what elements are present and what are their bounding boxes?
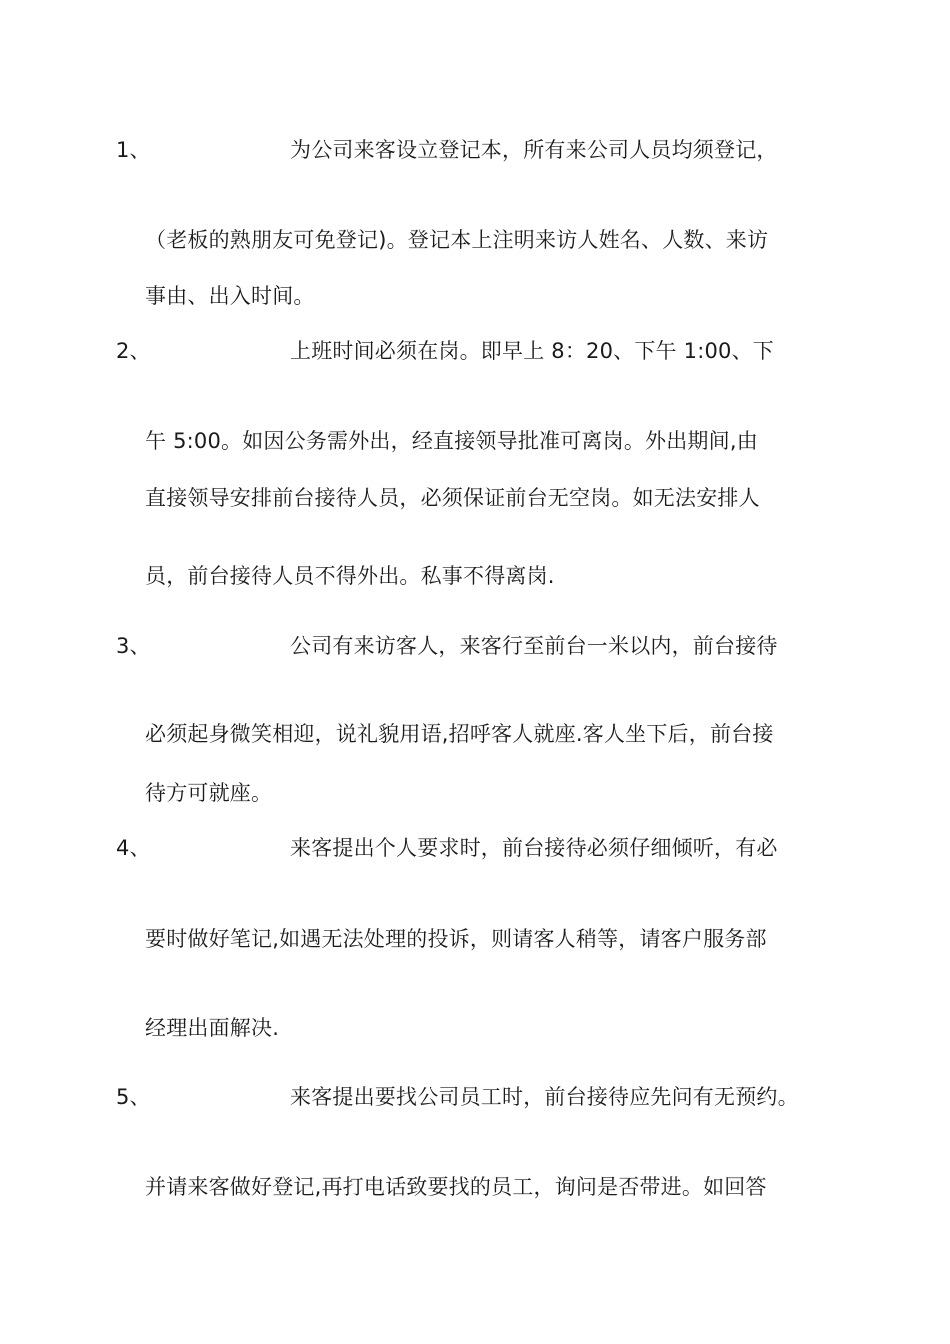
item-first-line: 来客提出要找公司员工时，前台接待应先问有无预约。 xyxy=(290,1085,799,1109)
item-first-line: 上班时间必须在岗。即早上 8：20、下午 1:00、下 xyxy=(290,339,774,363)
item-text-line: 午 5:00。如因公务需外出，经直接领导批准可离岗。外出期间,由 xyxy=(145,429,758,453)
item-number: 4、 xyxy=(116,836,151,860)
item-text-line: 并请来客做好登记,再打电话致要找的员工，询问是否带进。如回答 xyxy=(145,1175,767,1199)
item-text-line: 必须起身微笑相迎，说礼貌用语,招呼客人就座.客人坐下后，前台接 xyxy=(145,722,774,746)
item-number: 1、 xyxy=(116,138,151,162)
item-text-line: 经理出面解决. xyxy=(145,1016,280,1040)
item-first-line: 公司有来访客人，来客行至前台一米以内，前台接待 xyxy=(290,634,778,658)
item-text-line: 待方可就座。 xyxy=(145,781,273,805)
item-first-line: 来客提出个人要求时，前台接待必须仔细倾听，有必 xyxy=(290,836,778,860)
item-text-line: （老板的熟朋友可免登记)。登记本上注明来访人姓名、人数、来访 xyxy=(145,228,769,252)
item-number: 2、 xyxy=(116,339,151,363)
item-text-line: 要时做好笔记,如遇无法处理的投诉，则请客人稍等，请客户服务部 xyxy=(145,927,767,951)
item-number: 5、 xyxy=(116,1085,151,1109)
item-text-line: 直接领导安排前台接待人员，必须保证前台无空岗。如无法安排人 xyxy=(145,486,760,510)
item-text-line: 员，前台接待人员不得外出。私事不得离岗. xyxy=(145,564,555,588)
item-text-line: 事由、出入时间。 xyxy=(145,284,315,308)
item-first-line: 为公司来客设立登记本，所有来公司人员均须登记， xyxy=(290,138,778,162)
item-number: 3、 xyxy=(116,634,151,658)
